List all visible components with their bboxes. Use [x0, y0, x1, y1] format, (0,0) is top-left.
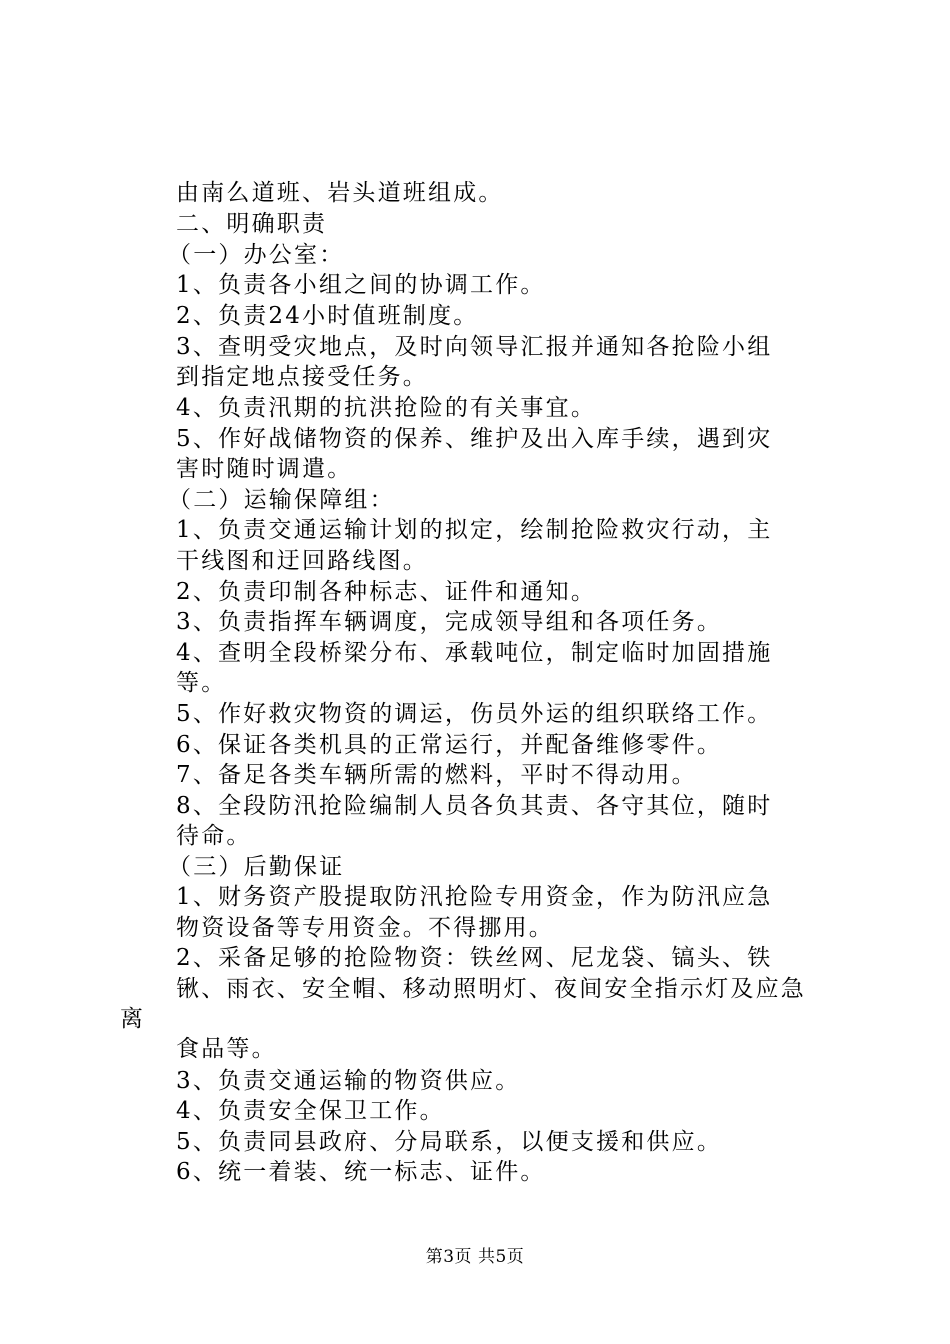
text-line: 3、负责交通运输的物资供应。 — [176, 1068, 521, 1094]
text-line: 到指定地点接受任务。 — [176, 364, 428, 390]
text-line: 3、查明受灾地点，及时向领导汇报并通知各抢险小组 — [176, 334, 773, 360]
text-line: 7、备足各类车辆所需的燃料，平时不得动用。 — [176, 762, 697, 788]
text-line: 物资设备等专用资金。不得挪用。 — [176, 915, 554, 941]
text-line: 5、作好战储物资的保养、维护及出入库手续，遇到灾 — [176, 426, 773, 452]
text-line: 6、保证各类机具的正常运行，并配备维修零件。 — [176, 732, 723, 758]
text-line: 1、负责各小组之间的协调工作。 — [176, 272, 546, 298]
text-line: 食品等。 — [176, 1036, 277, 1062]
subsection-heading: （二）运输保障组： — [168, 487, 395, 513]
text-line: 1、财务资产股提取防汛抢险专用资金，作为防汛应急 — [176, 884, 773, 910]
page-number-footer: 第3页 共5页 — [425, 1247, 525, 1267]
subsection-heading: （一）办公室： — [168, 242, 345, 268]
text-line: 锹、雨衣、安全帽、移动照明灯、夜间安全指示灯及应急 — [176, 976, 806, 1002]
text-line: 待命。 — [176, 823, 252, 849]
text-line: 4、负责安全保卫工作。 — [176, 1098, 445, 1124]
text-line: 1、负责交通运输计划的拟定，绘制抢险救灾行动，主 — [176, 517, 773, 543]
text-line: 害时随时调遣。 — [176, 456, 353, 482]
text-line: 由南么道班、岩头道班组成。 — [176, 180, 504, 206]
text-line: 干线图和迂回路线图。 — [176, 548, 428, 574]
text-line: 4、负责汛期的抗洪抢险的有关事宜。 — [176, 395, 597, 421]
subsection-heading: （三）后勤保证 — [168, 854, 345, 880]
text-line: 等。 — [176, 670, 227, 696]
text-line: 6、统一着装、统一标志、证件。 — [176, 1159, 546, 1185]
text-line: 5、作好救灾物资的调运，伤员外运的组织联络工作。 — [176, 701, 773, 727]
text-line: 2、采备足够的抢险物资：铁丝网、尼龙袋、镐头、铁 — [176, 945, 773, 971]
text-line: 2、负责印制各种标志、证件和通知。 — [176, 579, 597, 605]
text-line: 2、负责24小时值班制度。 — [176, 303, 479, 329]
text-line: 4、查明全段桥梁分布、承载吨位，制定临时加固措施 — [176, 640, 773, 666]
text-line: 5、负责同县政府、分局联系，以便支援和供应。 — [176, 1129, 723, 1155]
section-heading: 二、明确职责 — [176, 211, 328, 237]
text-line: 3、负责指挥车辆调度，完成领导组和各项任务。 — [176, 609, 723, 635]
text-line: 8、全段防汛抢险编制人员各负其责、各守其位，随时 — [176, 793, 773, 819]
stray-character: 离 — [120, 1006, 146, 1032]
